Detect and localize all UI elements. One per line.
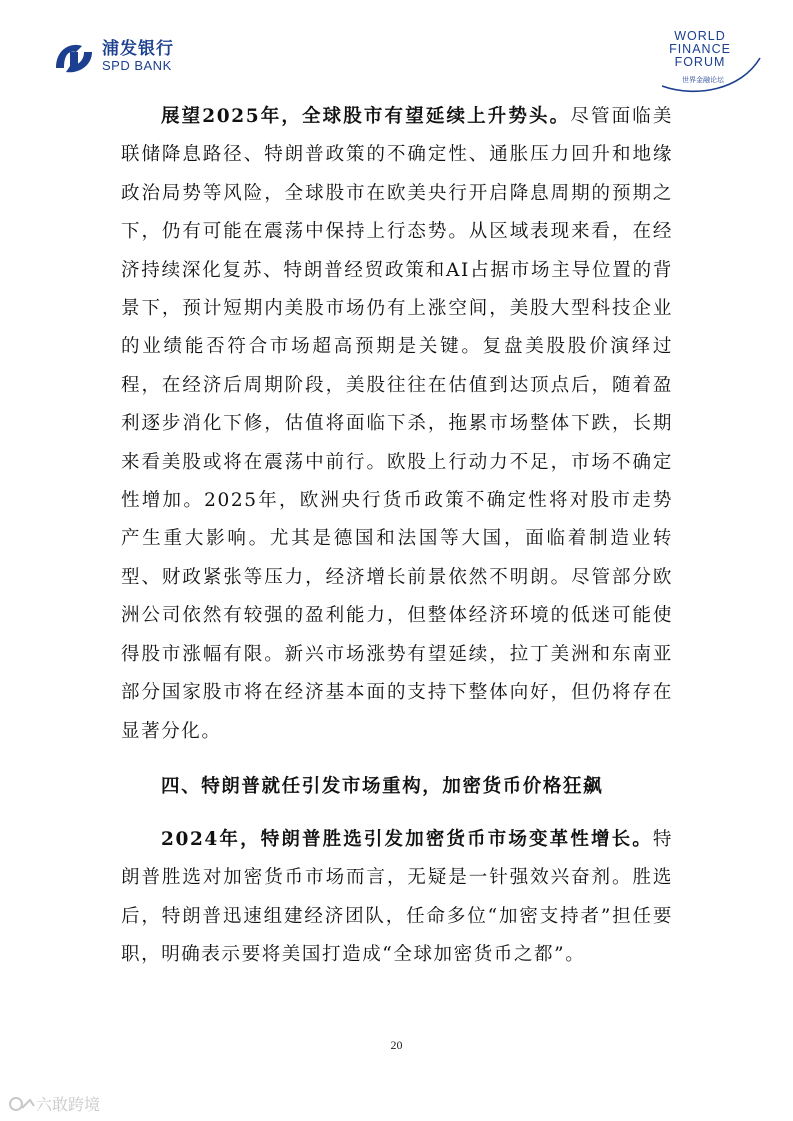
paragraph-lead: 展望2025年，全球股市有望延续上升势头。 [161, 106, 571, 127]
watermark-text: 六敢跨境 [36, 1095, 101, 1114]
watermark [8, 1092, 100, 1115]
paragraph-crypto [121, 821, 673, 975]
paragraph-outlook [121, 98, 673, 751]
spd-bank-name-en: SPD BANK [102, 58, 172, 74]
spd-bank-logo [52, 38, 174, 76]
paragraph-text: 尽管面临美联储降息路径、特朗普政策的不确定性、通胀压力回升和地缘政治局势等风险，全球股市在欧美央行开启降息周期的预期之下，仍有可能在震荡中保持上行态势。从区域表现来看，在经济持续深化复苏、特朗普经贸政策和AI占据市场主导位置的背景下，预计短期内美股市场仍有上涨空间，美股大型科技企业的业绩能否符合市场超高预期是关键。复盘美股股价演绎过程，在经济后周期阶段，美股往往在估值到达顶点后，随着盈利逐步消化下修，估值将面临下杀，拖累市场整体下跌，长期来看美股或将在震荡中前行。欧股上行动力不足，市场不确定性增加。2025年，欧洲央行货币政策不确定性将对股市走势产生重大影响。尤其是德国和法国等大国，面临着制造业转型、财政紧张等压力，经济增长前景依然不明朗。尽管部分欧洲公司依然有较强的盈利能力，但整体经济环境的低迷可能使得股市涨幅有限。新兴市场涨势有望延续，拉丁美洲和东南亚部分国家股市将在经济基本面的支持下整体向好，但仍将存在显著分化。 [121, 106, 673, 742]
wff-line-3: FORUM [674, 55, 726, 69]
wff-subtitle: 世界金融论坛 [682, 76, 724, 84]
watermark-logo-icon [8, 1094, 36, 1114]
paragraph-text: 特朗普胜选对加密货币市场而言，无疑是一针强效兴奋剂。胜选后，特朗普迅速组建经济团队，任命多位“加密支持者”担任要职，明确表示要将美国打造成“全球加密货币之都”。 [121, 828, 673, 966]
wff-line-2: FINANCE [669, 42, 731, 56]
world-finance-forum-logo [656, 28, 766, 98]
document-body [121, 98, 673, 975]
paragraph-lead: 2024年，特朗普胜选引发加密货币市场变革性增长。 [161, 828, 653, 850]
wff-line-1: WORLD [674, 29, 726, 43]
spd-bank-logo-icon [52, 38, 96, 76]
page-number: 20 [390, 1038, 403, 1052]
section-heading: 四、特朗普就任引发市场重构，加密货币价格狂飙 [161, 775, 604, 797]
spd-bank-name-cn: 浦发银行 [102, 39, 174, 60]
